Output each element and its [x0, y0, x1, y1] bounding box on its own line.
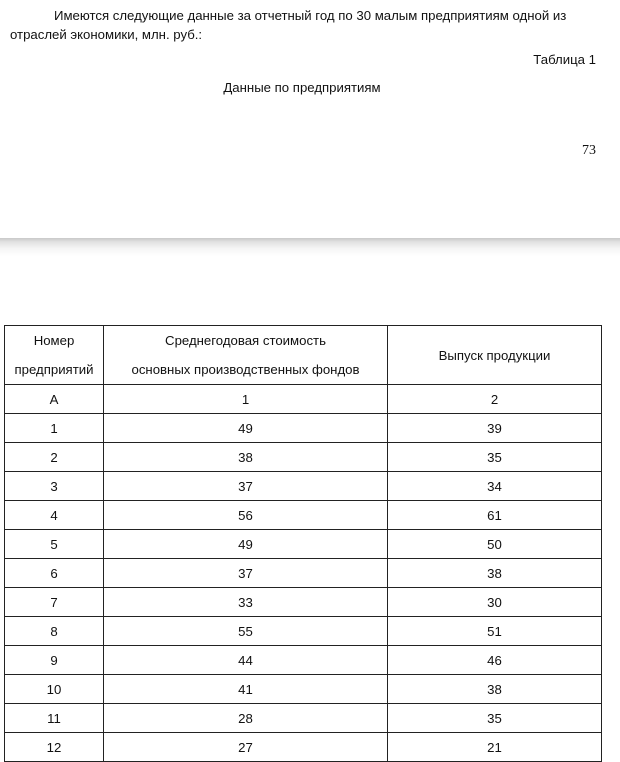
output-cell: 35 — [388, 704, 602, 733]
fixed-assets-cell: 56 — [104, 501, 388, 530]
fixed-assets-cell: 38 — [104, 443, 388, 472]
table-header-row — [5, 326, 602, 385]
header-line: основных производственных фондов — [131, 362, 360, 377]
enterprise-number-cell: 11 — [5, 704, 104, 733]
enterprise-data-table-container — [4, 325, 602, 762]
fixed-assets-cell: 1 — [104, 385, 388, 414]
output-cell: 35 — [388, 443, 602, 472]
table-row — [5, 704, 602, 733]
header-line: предприятий — [14, 362, 94, 377]
table-title: Данные по предприятиям — [223, 80, 381, 95]
table-row — [5, 733, 602, 762]
output-cell: 50 — [388, 530, 602, 559]
enterprise-number-cell: 1 — [5, 414, 104, 443]
header-enterprise-number — [5, 326, 104, 385]
fixed-assets-cell: 28 — [104, 704, 388, 733]
output-cell: 34 — [388, 472, 602, 501]
fixed-assets-cell: 37 — [104, 472, 388, 501]
enterprise-number-cell: 6 — [5, 559, 104, 588]
header-line: Среднегодовая стоимость — [165, 333, 326, 348]
page-break-divider — [0, 238, 620, 256]
enterprise-number-cell: 8 — [5, 617, 104, 646]
fixed-assets-cell: 41 — [104, 675, 388, 704]
fixed-assets-cell: 44 — [104, 646, 388, 675]
intro-paragraph: Имеются следующие данные за отчетный год по 30 малым предприятиям одной из отраслей экономики, млн. руб.: — [10, 8, 567, 42]
enterprise-data-table — [4, 325, 602, 762]
output-cell: 39 — [388, 414, 602, 443]
output-cell: 46 — [388, 646, 602, 675]
header-output: Выпуск продукции — [388, 326, 602, 385]
table-row — [5, 559, 602, 588]
table-body — [5, 385, 602, 762]
table-row — [5, 646, 602, 675]
enterprise-number-cell: 9 — [5, 646, 104, 675]
enterprise-number-cell: 2 — [5, 443, 104, 472]
header-fixed-assets-value — [104, 326, 388, 385]
output-cell: 51 — [388, 617, 602, 646]
output-cell: 2 — [388, 385, 602, 414]
enterprise-number-cell: 3 — [5, 472, 104, 501]
output-cell: 30 — [388, 588, 602, 617]
fixed-assets-cell: 37 — [104, 559, 388, 588]
enterprise-number-cell: 4 — [5, 501, 104, 530]
enterprise-number-cell: 7 — [5, 588, 104, 617]
table-row — [5, 501, 602, 530]
table-row — [5, 385, 602, 414]
table-row — [5, 617, 602, 646]
enterprise-number-cell: А — [5, 385, 104, 414]
table-row — [5, 472, 602, 501]
fixed-assets-cell: 49 — [104, 414, 388, 443]
page-top — [0, 0, 620, 240]
enterprise-number-cell: 10 — [5, 675, 104, 704]
fixed-assets-cell: 49 — [104, 530, 388, 559]
table-row — [5, 530, 602, 559]
table-row — [5, 588, 602, 617]
output-cell: 38 — [388, 559, 602, 588]
table-row — [5, 675, 602, 704]
fixed-assets-cell: 33 — [104, 588, 388, 617]
output-cell: 38 — [388, 675, 602, 704]
enterprise-number-cell: 5 — [5, 530, 104, 559]
fixed-assets-cell: 27 — [104, 733, 388, 762]
header-line: Номер — [33, 333, 75, 348]
table-row — [5, 443, 602, 472]
output-cell: 21 — [388, 733, 602, 762]
fixed-assets-cell: 55 — [104, 617, 388, 646]
table-caption: Таблица 1 — [533, 52, 596, 67]
output-cell: 61 — [388, 501, 602, 530]
page-number: 73 — [582, 143, 596, 158]
enterprise-number-cell: 12 — [5, 733, 104, 762]
table-row — [5, 414, 602, 443]
